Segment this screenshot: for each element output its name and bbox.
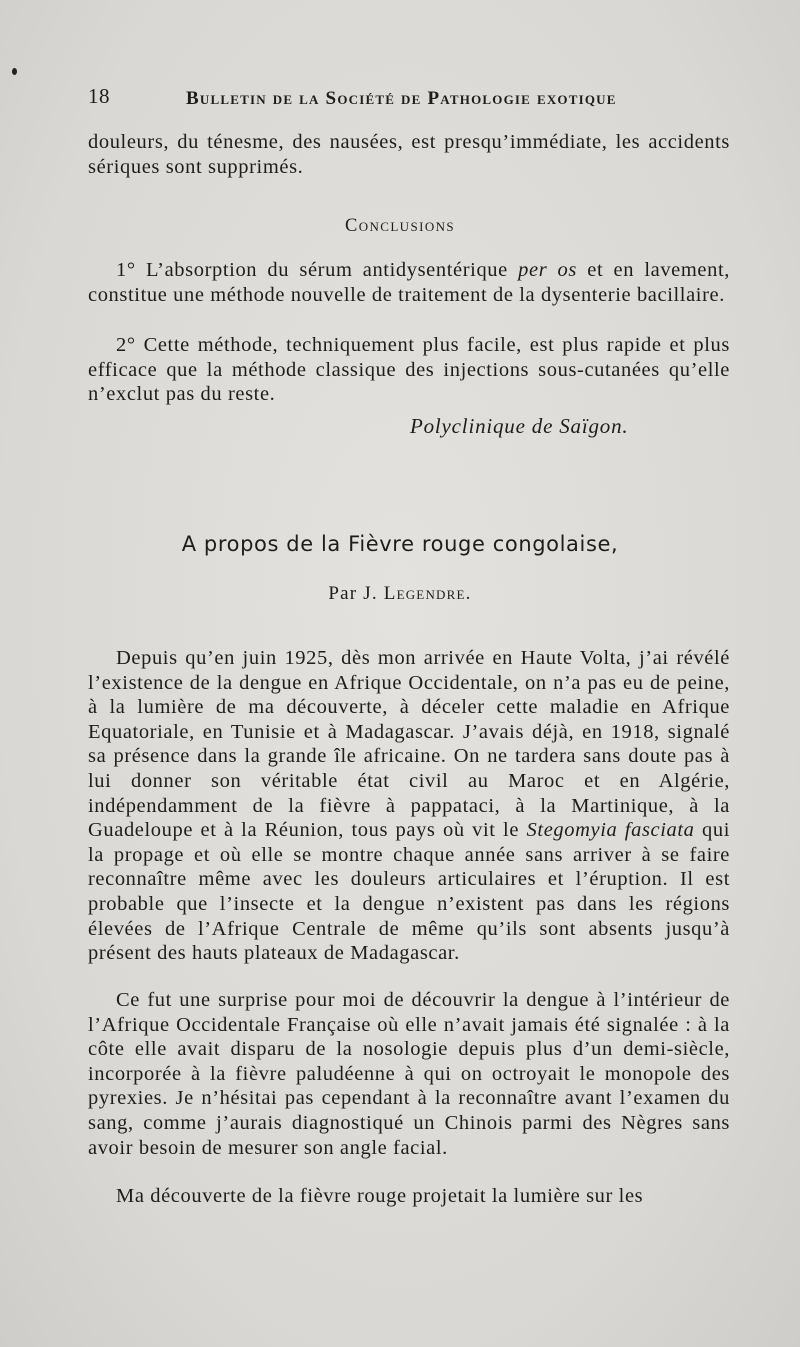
page-number: 18 bbox=[88, 84, 110, 108]
species-name: Stegomyia fasciata bbox=[526, 819, 695, 842]
conclusion-item-2 bbox=[88, 333, 730, 407]
text-run: et en lavement, constitue une méthode nouvelle de traitement de la dysenterie bacillaire. bbox=[88, 259, 730, 306]
text-run: Depuis qu’en juin 1925, dès mon arrivée en Haute Volta, j’ai révélé l’existence de la dengue en Afrique Occidentale, on n’a pas eu de peine, à la lumière de ma découverte, à déceler cette maladie en Afrique Equatoriale, en Tunisie et à Madagascar. J’avais déjà, en 1918, signalé sa présence dans la grande île africaine. On ne tardera sans doute pas à lui donner son véritable état civil au Maroc et en Algérie, indépendamment de la fièvre à pappataci, à la Martinique, à la Guadeloupe et à la Réunion, tous pays où vit le bbox=[88, 647, 730, 842]
italic-phrase: per os bbox=[518, 259, 577, 281]
item-marker: 2° bbox=[116, 334, 136, 356]
running-title: Bulletin de la Société de Pathologie exotique bbox=[186, 88, 617, 109]
conclusion-item-1 bbox=[88, 258, 730, 307]
paragraph-text bbox=[88, 333, 730, 407]
item-marker: 1° bbox=[116, 259, 136, 281]
ink-speck bbox=[12, 68, 17, 75]
paragraph-text bbox=[88, 258, 730, 307]
text-run: L’absorption du sérum antidysentérique bbox=[145, 259, 508, 281]
body-paragraph-1 bbox=[88, 646, 730, 966]
section-title: Conclusions bbox=[344, 216, 456, 236]
paragraph-text: douleurs, du ténesme, des nausées, est presqu’immédiate, les accidents sériques sont supprimés. bbox=[88, 131, 730, 178]
body-paragraph-3 bbox=[88, 1184, 730, 1209]
author-name: Legendre. bbox=[383, 583, 472, 604]
text-run: Cette méthode, techniquement plus facile, est plus rapide et plus efficace que la méthode classique des injections sous-cutanées qu’elle n’exclut pas du reste. bbox=[88, 334, 730, 406]
body-paragraph-2 bbox=[88, 988, 730, 1160]
paragraph-text: Ce fut une surprise pour moi de découvrir la dengue à l’intérieur de l’Afrique Occidentale Française où elle n’avait jamais été signalée : à la côte elle avait disparu de la nosologie depuis plus d’un demi-siècle, incorporée à la fièvre paludéenne à qui on octroyait le monopole des pyrexies. Je n’hésitai pas cependant à la reconnaître avant l’examen du sang, comme j’aurais diagnostiqué un Chinois parmi des Nègres sans avoir besoin de mesurer son angle facial. bbox=[88, 989, 730, 1159]
byline-prefix: Par J. bbox=[328, 583, 378, 604]
continued-paragraph bbox=[88, 130, 730, 179]
article-title: A propos de la Fièvre rouge congolaise, bbox=[181, 532, 619, 556]
paragraph-text bbox=[88, 646, 730, 966]
signature-place: Polyclinique de Saïgon. bbox=[410, 414, 629, 438]
page-header bbox=[88, 84, 730, 114]
paragraph-text: Ma découverte de la fièvre rouge projetait la lumière sur les bbox=[116, 1185, 644, 1207]
text-run: qui la propage et où elle se montre chaque année sans arriver à se faire reconnaître même avec les douleurs articulaires et l’éruption. Il est probable que l’insecte et la dengue n’existent pas dans les régions élevées de l’Afrique Centrale de même qu’ils sont absents jusqu’à présent des hauts plateaux de Madagascar. bbox=[88, 819, 731, 965]
byline bbox=[0, 583, 800, 605]
